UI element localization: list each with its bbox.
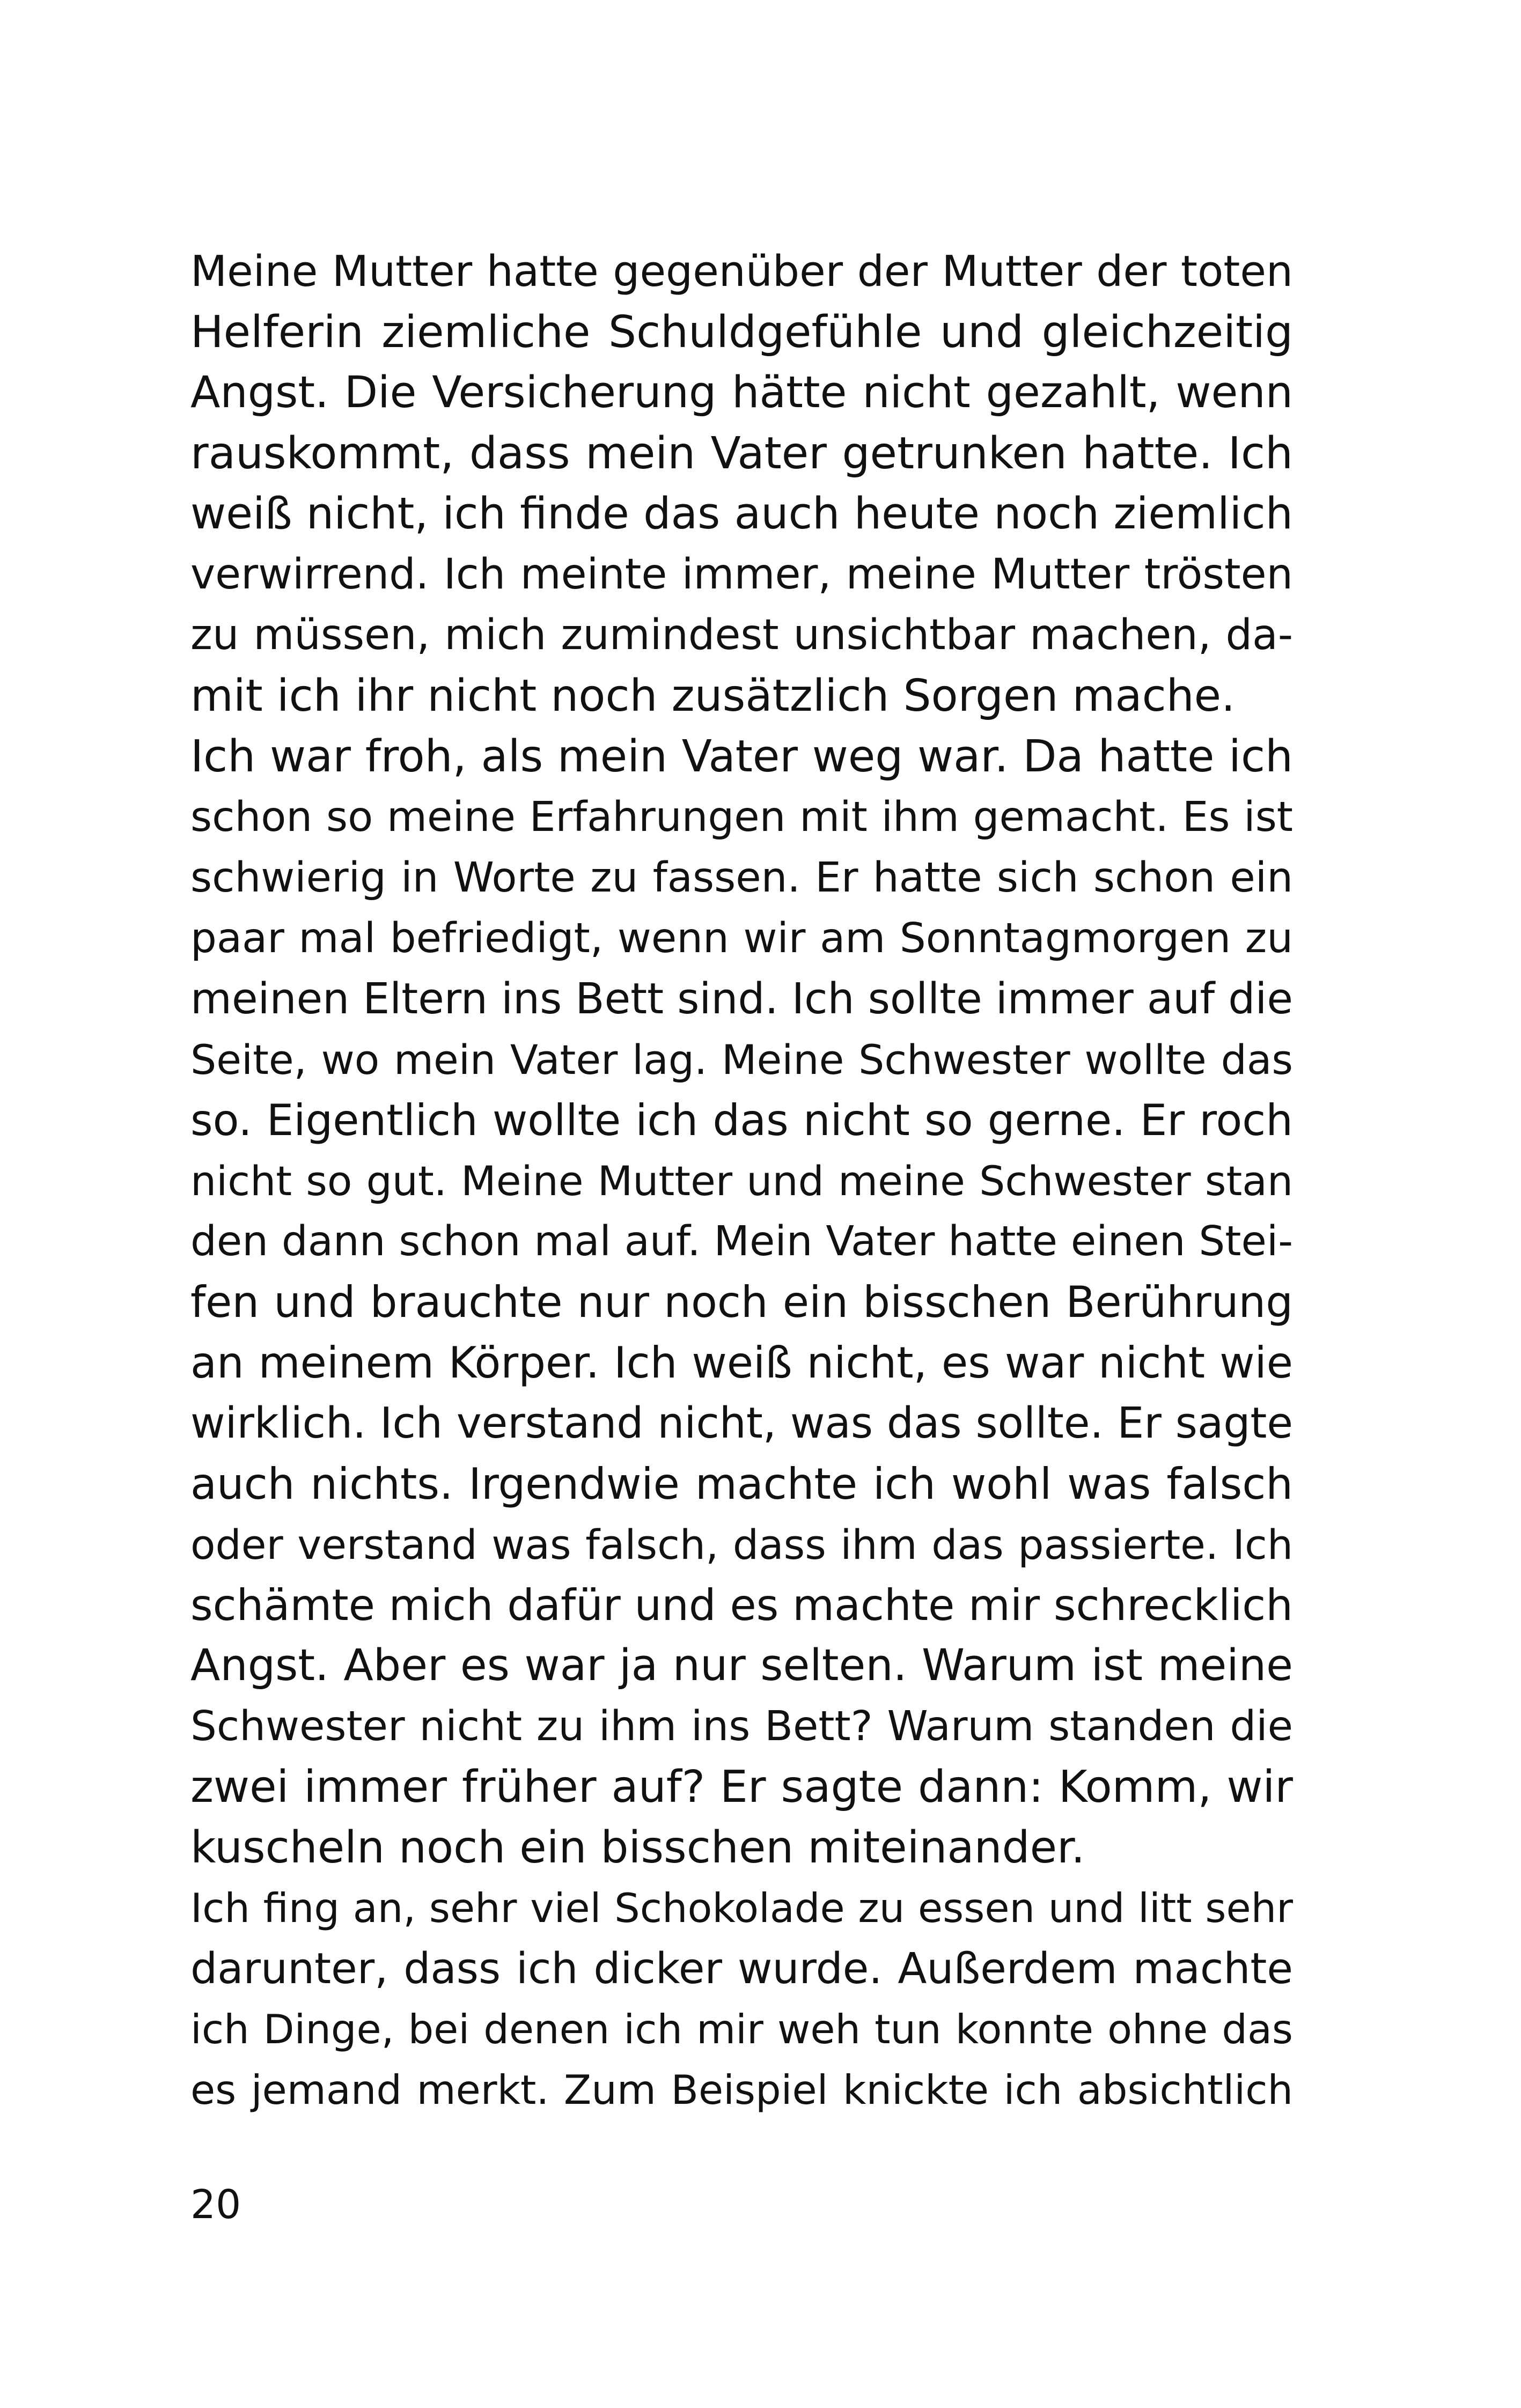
text-line: Ich war froh, als mein Vater weg war. Da hatte ich <box>190 731 1293 782</box>
text-line: Meine Mutter hatte gegenüber der Mutter der toten <box>190 247 1293 296</box>
text-line: fen und brauchte nur noch ein bisschen Berührung <box>190 1277 1293 1327</box>
text-line: den dann schon mal auf. Mein Vater hatte einen Stei- <box>190 1218 1293 1265</box>
text-line: mit ich ihr nicht noch zusätzlich Sorgen mache. <box>190 671 1236 721</box>
text-line: auch nichts. Irgendwie machte ich wohl was falsch <box>190 1459 1293 1509</box>
text-line: schwierig in Worte zu fassen. Er hatte sich schon ein <box>190 854 1293 902</box>
text-line: rauskommt, dass mein Vater getrunken hatte. Ich <box>190 428 1293 479</box>
text-line: schon so meine Erfahrungen mit ihm gemacht. Es ist <box>190 793 1293 841</box>
text-line: Helferin ziemliche Schuldgefühle und gleichzeitig <box>190 307 1293 358</box>
text-line: Angst. Die Versicherung hätte nicht gezahlt, wenn <box>190 367 1293 418</box>
text-line: ich Dinge, bei denen ich mir weh tun konnte ohne das <box>190 2006 1293 2053</box>
text-line: meinen Eltern ins Bett sind. Ich sollte immer auf die <box>190 974 1293 1023</box>
text-line: oder verstand was falsch, dass ihm das passierte. Ich <box>190 1521 1293 1568</box>
body-text <box>190 241 1293 2120</box>
text-line: Angst. Aber es war ja nur selten. Warum ist meine <box>190 1640 1293 1691</box>
text-line: darunter, dass ich dicker wurde. Außerdem machte <box>190 1944 1293 1993</box>
text-line: zwei immer früher auf? Er sagte dann: Komm, wir <box>190 1762 1293 1813</box>
page-number: 20 <box>190 2182 241 2228</box>
text-line: weiß nicht, ich finde das auch heute noch ziemlich <box>190 489 1293 539</box>
text-line: an meinem Körper. Ich weiß nicht, es war nicht wie <box>190 1338 1293 1388</box>
text-line: wirklich. Ich verstand nicht, was das sollte. Er sagte <box>190 1398 1293 1448</box>
paragraph <box>190 1878 1293 2120</box>
text-line: nicht so gut. Meine Mutter und meine Schwester stan <box>190 1157 1293 1205</box>
text-line: verwirrend. Ich meinte immer, meine Mutter trösten <box>190 550 1293 599</box>
text-line: kuscheln noch ein bisschen miteinander. <box>190 1822 1085 1873</box>
text-line: schämte mich dafür und es machte mir schrecklich <box>190 1580 1293 1630</box>
paragraph <box>190 726 1293 1878</box>
text-line: zu müssen, mich zumindest unsichtbar machen, da- <box>190 611 1293 659</box>
text-line: Schwester nicht zu ihm ins Bett? Warum standen die <box>190 1703 1293 1750</box>
paragraph <box>190 241 1293 726</box>
text-line: so. Eigentlich wollte ich das nicht so gerne. Er roch <box>190 1095 1293 1145</box>
text-line: Ich fing an, sehr viel Schokolade zu essen und litt sehr <box>190 1884 1293 1932</box>
text-line: paar mal befriedigt, wenn wir am Sonntagmorgen zu <box>190 915 1293 962</box>
text-line: es jemand merkt. Zum Beispiel knickte ich absichtlich <box>190 2066 1293 2114</box>
text-line: Seite, wo mein Vater lag. Meine Schwester wollte das <box>190 1036 1293 1084</box>
